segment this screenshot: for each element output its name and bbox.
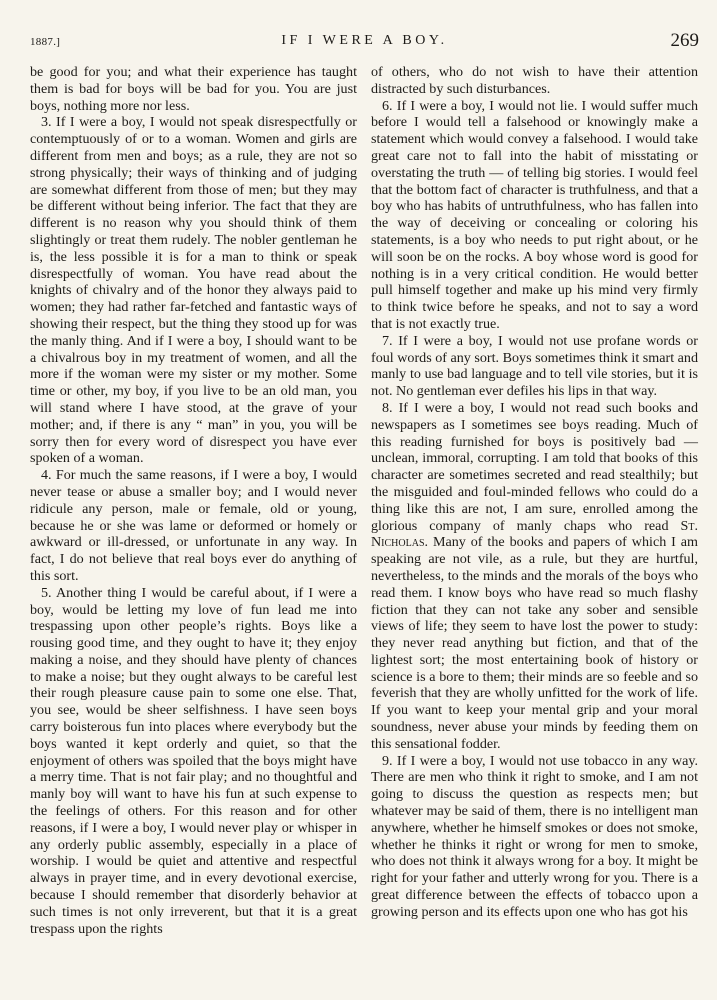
- paragraph: be good for you; and what their experience has taught them is bad for boys will be bad for you. You are just boys, nothing more nor less.: [30, 64, 357, 114]
- paragraph: 5. Another thing I would be careful about, if I were a boy, would be letting my love of fun lead me into trespassing upon other people’s rights. Boys like a rousing good time, and they ought to have it; they enjoy making a noise, and they should have plenty of chances to make a noise; but they ought always to be careful lest their rough pleasure cause pain to some one else. That, you see, would be sheer selfishness. I have seen boys carry boisterous fun into places where everybody but the boys wanted it kept orderly and quiet, so that the enjoyment of others was spoiled that the boys might have a merry time. That is not fair play; and no thoughtful and manly boy will want to have his fun at such expense to the feelings of others. For this reason and for other reasons, if I were a boy, I would never play or whisper in any orderly public assembly, especially in a place of worship. I would be quiet and attentive and respectful always in prayer time, and in every devotional exercise, because I should remember that disorderly behavior at such times is not only irreverent, but that it is a great trespass upon the rights: [30, 584, 357, 937]
- paragraph-text: . Many of the books and papers of which I am speaking are not vile, as a rule, but they are hurtful, nevertheless, to the minds and the morals of the boys who read them. I know boys who have read so much flashy fiction that they can not take any sober and sensible views of life; they seem to have lost the power to study: they never read anything but fiction, and that of the lightest sort; the most entertaining book of history or science is a bore to them; their minds are so feeble and so feverish that they are wholly unfitted for the work of life. If you want to keep your mental grip and your moral soundness, never abuse your minds by feeding them on this sensational fodder.: [371, 534, 698, 752]
- paragraph: 4. For much the same reasons, if I were a boy, I would never tease or abuse a smaller boy; and I would never ridicule any person, male or female, old or young, because he or she was lame or deformed or homely or awkward or ill-dressed, or unfortunate in any way. In fact, I do not believe that real boys ever do anything of this sort.: [30, 467, 357, 584]
- paragraph-text: 8. If I were a boy, I would not read such books and newspapers as I sometimes see boys reading. Much of this reading furnished for boys is positively bad — unclean, immoral, corrupting. I am told that books of this character are sometimes secreted and read stealthily; but the misguided and foul-minded fellows who could do a thing like this are not, I am sure, enrolled among the glorious company of manly chaps who read: [371, 399, 698, 534]
- running-header: [30, 30, 699, 54]
- paragraph: of others, who do not wish to have their attention distracted by such disturbances.: [371, 64, 698, 97]
- text-columns: [30, 64, 699, 937]
- paragraph: [371, 400, 698, 753]
- magazine-name: St. Nicholas: [371, 517, 698, 551]
- header-title: IF I WERE A BOY.: [281, 33, 448, 48]
- left-column: [30, 64, 357, 937]
- header-date: 1887.]: [30, 36, 61, 48]
- paragraph: 7. If I were a boy, I would not use profane words or foul words of any sort. Boys sometimes think it smart and manly to use bad language and to tell vile stories, but it is not. No gentleman ever defiles his lips in that way.: [371, 332, 698, 400]
- paragraph: 3. If I were a boy, I would not speak disrespectfully or contemptuously of or to a woman. Women and girls are different from men and boys; as a rule, they are not so strong physically; their ways of thinking and of judging are somewhat different from those of men; but they may be different without being inferior. The fact that they are different is no reason why you should think of them slightingly or treat them rudely. The nobler gentleman he is, the less possible it is for a man to think or speak disrespectfully of woman. You have read about the knights of chivalry and of the honor they always paid to women; they had rather far-fetched and fantastic ways of showing their respect, but the thing they stood up for was the manly thing. And if I were a boy, I should want to be a chivalrous boy in my treatment of women, and all the more if the woman were my sister or my mother. Some time or other, my boy, if you live to be an old man, you will stand where I have stood, at the grave of your mother; and, if there is any “ man” in you, you will be sorry then for every word of disrespect you have ever spoken of a woman.: [30, 114, 357, 467]
- paragraph: 9. If I were a boy, I would not use tobacco in any way. There are men who think it right to smoke, and I am not going to discuss the question as respects men; but whatever may be said of them, there is no intelligent man anywhere, whether he himself smokes or does not smoke, whether he thinks it right or wrong for men to smoke, who does not think it always wrong for a boy. It might be right for your father and utterly wrong for you. There is a great difference between the effects of tobacco upon a growing person and its effects upon one who has got his: [371, 752, 698, 920]
- page-number: 269: [670, 30, 699, 51]
- paragraph: 6. If I were a boy, I would not lie. I would suffer much before I would tell a falsehood or knowingly make a statement which would convey a falsehood. I would take great care not to fall into the habit of misstating or overstating the truth — of telling big stories. I would feel that the bottom fact of character is truthfulness, and that a boy who has habits of untruthfulness, who has fallen into the way of deceiving or concealing or coloring his statements, is a boy who needs to put right about, or he will soon be on the rocks. A boy whose word is good for nothing is in a very critical condition. He would better pull himself together and make up his mind very firmly to think twice before he speaks, and not to say a word that is not exactly true.: [371, 97, 698, 332]
- right-column: [371, 64, 698, 937]
